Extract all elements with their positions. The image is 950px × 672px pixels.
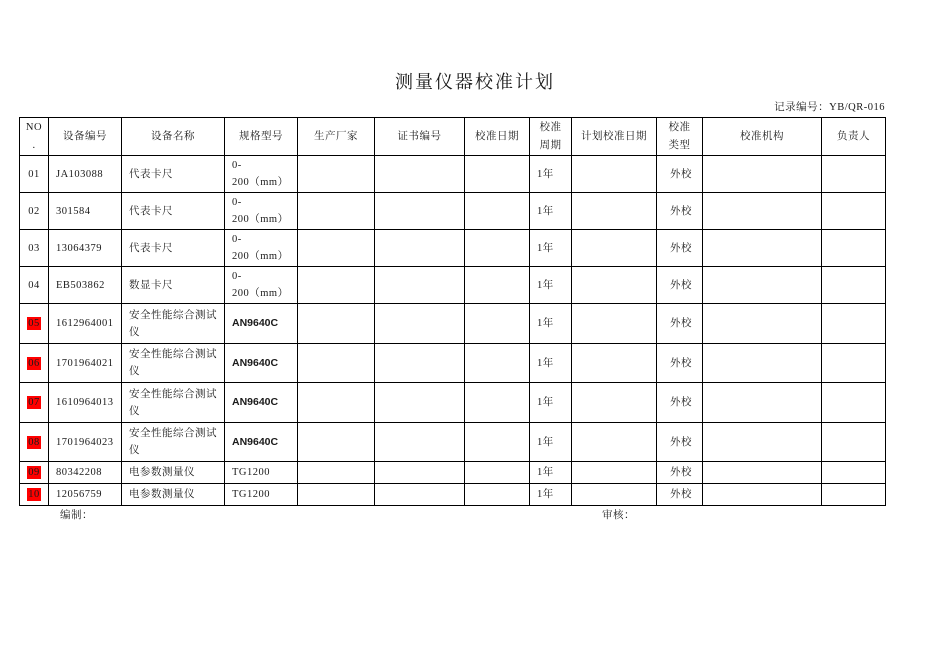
- period-value: 1年: [537, 467, 554, 478]
- cell-plan-date: [572, 230, 657, 267]
- cell-agency: [703, 156, 822, 193]
- cell-type: [657, 383, 703, 423]
- table-row: [20, 344, 886, 383]
- cell-manufacturer: [298, 193, 375, 230]
- cell-cal-date: [465, 423, 530, 462]
- name-value: 安全性能综合测试仪: [129, 309, 217, 338]
- cell-serial: [49, 267, 122, 304]
- cell-type: [657, 344, 703, 383]
- cell-cert-no: [375, 193, 465, 230]
- spec-value: AN9640C: [232, 396, 279, 408]
- cell-owner: [822, 156, 886, 193]
- cell-cert-no: [375, 344, 465, 383]
- cell-cal-date: [465, 267, 530, 304]
- cell-plan-date: [572, 156, 657, 193]
- cell-type: [657, 156, 703, 193]
- cell-agency: [703, 462, 822, 484]
- cell-serial: [49, 383, 122, 423]
- table-row: [20, 462, 886, 484]
- cell-owner: [822, 304, 886, 344]
- cell-type: [657, 484, 703, 506]
- spec-value: 0- 200（mm）: [232, 160, 289, 188]
- cell-type: [657, 462, 703, 484]
- cell-serial: [49, 462, 122, 484]
- cell-plan-date: [572, 423, 657, 462]
- cell-plan-date: [572, 267, 657, 304]
- cell-spec: [225, 193, 298, 230]
- spec-value: AN9640C: [232, 317, 279, 329]
- cell-period: [530, 230, 572, 267]
- serial-value: 301584: [56, 205, 91, 217]
- header-agency: 校准机构: [703, 118, 822, 156]
- header-name: 设备名称: [122, 118, 225, 156]
- type-value: 外校: [670, 397, 692, 408]
- header-no: NO.: [20, 118, 49, 156]
- cell-serial: [49, 484, 122, 506]
- cell-cal-date: [465, 344, 530, 383]
- cell-cal-date: [465, 462, 530, 484]
- cell-spec: [225, 267, 298, 304]
- header-owner: 负责人: [822, 118, 886, 156]
- cell-type: [657, 267, 703, 304]
- cell-cert-no: [375, 462, 465, 484]
- spec-value: TG1200: [232, 467, 270, 478]
- cell-name: [122, 344, 225, 383]
- spec-value: AN9640C: [232, 356, 279, 369]
- cell-period: [530, 344, 572, 383]
- cell-name: [122, 230, 225, 267]
- period-value: 1年: [537, 318, 554, 329]
- header-spec: 规格型号: [225, 118, 298, 156]
- cell-cert-no: [375, 423, 465, 462]
- period-value: 1年: [537, 489, 554, 500]
- spec-value: 0- 200（mm）: [232, 234, 289, 262]
- cell-agency: [703, 193, 822, 230]
- cell-period: [530, 304, 572, 344]
- cell-agency: [703, 230, 822, 267]
- cell-period: [530, 484, 572, 506]
- cell-manufacturer: [298, 484, 375, 506]
- serial-value: 1612964001: [56, 318, 114, 329]
- serial-value: 1701964021: [56, 357, 114, 369]
- cell-spec: [225, 344, 298, 383]
- cell-cert-no: [375, 156, 465, 193]
- cell-owner: [822, 267, 886, 304]
- cell-name: [122, 484, 225, 506]
- cell-cal-date: [465, 484, 530, 506]
- serial-value: JA103088: [56, 168, 104, 180]
- cell-cert-no: [375, 267, 465, 304]
- cell-owner: [822, 423, 886, 462]
- period-value: 1年: [537, 357, 554, 369]
- cell-cert-no: [375, 230, 465, 267]
- cell-plan-date: [572, 383, 657, 423]
- type-value: 外校: [670, 436, 692, 448]
- type-value: 外校: [670, 279, 692, 291]
- cell-spec: [225, 230, 298, 267]
- page-title: 测量仪器校准计划: [395, 72, 555, 92]
- cell-manufacturer: [298, 423, 375, 462]
- type-value: 外校: [670, 205, 692, 217]
- cell-no: [20, 267, 49, 304]
- table-row: [20, 383, 886, 423]
- no-value: 04: [28, 279, 40, 291]
- cell-period: [530, 156, 572, 193]
- cell-manufacturer: [298, 267, 375, 304]
- cell-manufacturer: [298, 383, 375, 423]
- name-value: 电参数测量仪: [129, 467, 195, 478]
- spec-value: 0- 200（mm）: [232, 271, 289, 299]
- no-value: 02: [28, 205, 40, 217]
- cell-manufacturer: [298, 304, 375, 344]
- cell-cal-date: [465, 304, 530, 344]
- table-row: [20, 304, 886, 344]
- cell-cal-date: [465, 230, 530, 267]
- cell-name: [122, 423, 225, 462]
- name-value: 数显卡尺: [129, 279, 173, 291]
- highlighted-no: 08: [28, 436, 40, 448]
- cell-spec: [225, 383, 298, 423]
- period-value: 1年: [537, 436, 554, 448]
- cell-serial: [49, 344, 122, 383]
- type-value: 外校: [670, 489, 692, 500]
- cell-agency: [703, 484, 822, 506]
- header-type: 校准类型: [657, 118, 703, 156]
- cell-owner: [822, 484, 886, 506]
- cell-name: [122, 193, 225, 230]
- cell-cert-no: [375, 484, 465, 506]
- cell-plan-date: [572, 304, 657, 344]
- serial-value: 1701964023: [56, 436, 114, 448]
- cell-spec: [225, 484, 298, 506]
- footer-reviewed-by: 审核：: [602, 510, 635, 521]
- cell-plan-date: [572, 344, 657, 383]
- cell-type: [657, 193, 703, 230]
- cell-serial: [49, 230, 122, 267]
- name-value: 代表卡尺: [129, 205, 173, 217]
- cell-plan-date: [572, 193, 657, 230]
- period-value: 1年: [537, 242, 554, 254]
- period-value: 1年: [537, 397, 554, 408]
- cell-no: [20, 156, 49, 193]
- cell-agency: [703, 304, 822, 344]
- cell-manufacturer: [298, 344, 375, 383]
- cell-no: [20, 193, 49, 230]
- cell-owner: [822, 462, 886, 484]
- cell-spec: [225, 156, 298, 193]
- cell-owner: [822, 230, 886, 267]
- serial-value: 1610964013: [56, 397, 114, 408]
- cell-period: [530, 267, 572, 304]
- cell-serial: [49, 304, 122, 344]
- type-value: 外校: [670, 467, 692, 478]
- type-value: 外校: [670, 242, 692, 254]
- cell-no: [20, 230, 49, 267]
- cell-name: [122, 304, 225, 344]
- cell-period: [530, 383, 572, 423]
- cell-agency: [703, 383, 822, 423]
- cell-spec: [225, 304, 298, 344]
- cell-no: [20, 383, 49, 423]
- cell-no: [20, 423, 49, 462]
- spec-value: AN9640C: [232, 435, 279, 448]
- cell-cert-no: [375, 383, 465, 423]
- table-row: [20, 230, 886, 267]
- no-value: 03: [28, 242, 40, 254]
- header-cert-no: 证书编号: [375, 118, 465, 156]
- type-value: 外校: [670, 357, 692, 369]
- cell-no: [20, 304, 49, 344]
- header-row: [20, 118, 886, 156]
- period-value: 1年: [537, 168, 554, 180]
- calibration-table: [19, 117, 886, 506]
- cell-manufacturer: [298, 230, 375, 267]
- cell-no: [20, 344, 49, 383]
- cell-period: [530, 423, 572, 462]
- cell-cal-date: [465, 193, 530, 230]
- name-value: 代表卡尺: [129, 168, 173, 180]
- cell-plan-date: [572, 484, 657, 506]
- cell-name: [122, 462, 225, 484]
- spec-value: TG1200: [232, 489, 270, 500]
- cell-serial: [49, 423, 122, 462]
- header-manufacturer: 生产厂家: [298, 118, 375, 156]
- cell-spec: [225, 462, 298, 484]
- type-value: 外校: [670, 318, 692, 329]
- header-serial: 设备编号: [49, 118, 122, 156]
- header-period: 校准周期: [530, 118, 572, 156]
- type-value: 外校: [670, 168, 692, 180]
- cell-owner: [822, 193, 886, 230]
- cell-name: [122, 267, 225, 304]
- period-value: 1年: [537, 279, 554, 291]
- name-value: 安全性能综合测试仪: [129, 428, 217, 456]
- cell-manufacturer: [298, 462, 375, 484]
- cell-agency: [703, 423, 822, 462]
- header-plan-date: 计划校准日期: [572, 118, 657, 156]
- serial-value: EB503862: [56, 279, 105, 291]
- cell-type: [657, 230, 703, 267]
- cell-serial: [49, 193, 122, 230]
- cell-period: [530, 462, 572, 484]
- highlighted-no: 09: [28, 467, 40, 478]
- name-value: 代表卡尺: [129, 242, 173, 254]
- cell-serial: [49, 156, 122, 193]
- cell-spec: [225, 423, 298, 462]
- serial-value: 12056759: [56, 489, 102, 500]
- table-row: [20, 193, 886, 230]
- cell-manufacturer: [298, 156, 375, 193]
- no-value: 01: [28, 168, 40, 180]
- spec-value: 0- 200（mm）: [232, 197, 289, 225]
- cell-period: [530, 193, 572, 230]
- table-row: [20, 423, 886, 462]
- table-row: [20, 484, 886, 506]
- cell-agency: [703, 267, 822, 304]
- cell-cal-date: [465, 383, 530, 423]
- footer-prepared-by: 编制：: [60, 510, 93, 521]
- header-cal-date: 校准日期: [465, 118, 530, 156]
- cell-type: [657, 304, 703, 344]
- serial-value: 13064379: [56, 242, 102, 254]
- highlighted-no: 07: [28, 397, 40, 408]
- serial-value: 80342208: [56, 467, 102, 478]
- period-value: 1年: [537, 205, 554, 217]
- cell-name: [122, 383, 225, 423]
- cell-cert-no: [375, 304, 465, 344]
- record-number: 记录编号：YB/QR-016: [774, 102, 885, 113]
- name-value: 安全性能综合测试仪: [129, 388, 217, 417]
- cell-type: [657, 423, 703, 462]
- highlighted-no: 06: [28, 357, 40, 369]
- table-row: [20, 267, 886, 304]
- cell-no: [20, 484, 49, 506]
- cell-agency: [703, 344, 822, 383]
- cell-no: [20, 462, 49, 484]
- cell-name: [122, 156, 225, 193]
- cell-owner: [822, 383, 886, 423]
- name-value: 电参数测量仪: [129, 489, 195, 500]
- name-value: 安全性能综合测试仪: [129, 349, 217, 377]
- cell-plan-date: [572, 462, 657, 484]
- highlighted-no: 05: [28, 318, 40, 329]
- cell-cal-date: [465, 156, 530, 193]
- highlighted-no: 10: [28, 489, 40, 500]
- cell-owner: [822, 344, 886, 383]
- table-row: [20, 156, 886, 193]
